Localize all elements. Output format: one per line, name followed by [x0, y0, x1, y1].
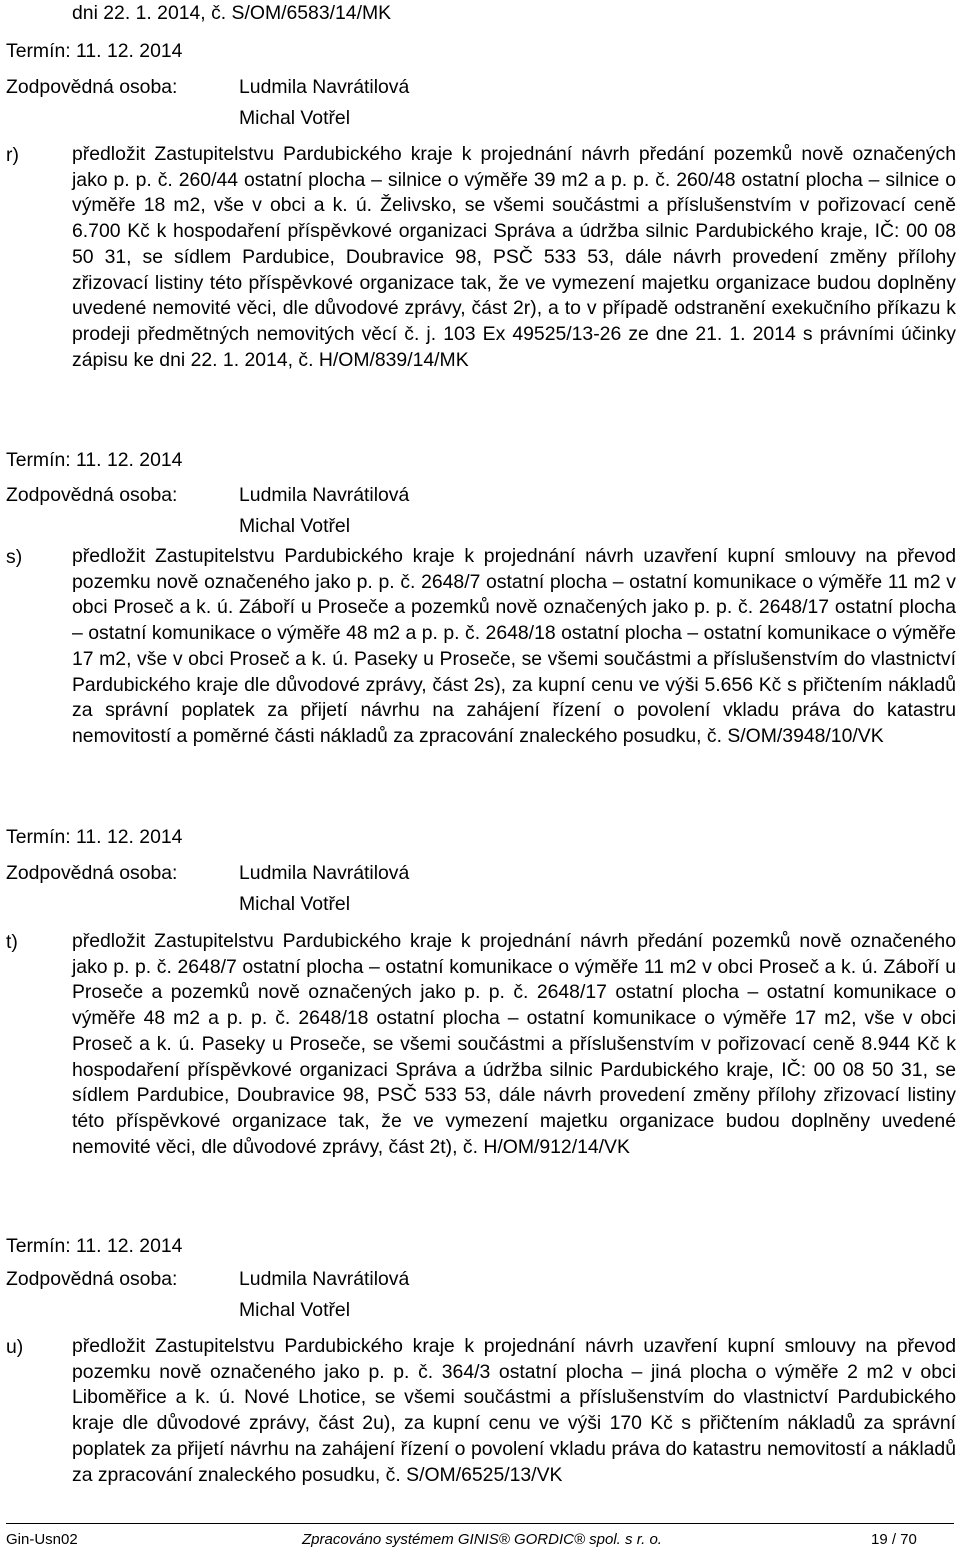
intro-continuation: dni 22. 1. 2014, č. S/OM/6583/14/MK	[72, 2, 392, 24]
responsible-person: Michal Votřel	[239, 893, 351, 915]
deadline-label: Termín:	[6, 1235, 71, 1257]
deadline-label: Termín:	[6, 40, 71, 62]
responsible-label: Zodpovědná osoba:	[6, 862, 178, 884]
footer-rule	[6, 1523, 954, 1524]
deadline-row	[6, 826, 182, 849]
deadline-row	[6, 40, 182, 63]
responsible-label: Zodpovědná osoba:	[6, 484, 178, 506]
deadline-value: 11. 12. 2014	[76, 40, 183, 62]
responsible-person: Michal Votřel	[239, 515, 351, 537]
responsible-person: Ludmila Navrátilová	[239, 76, 410, 98]
responsible-person: Ludmila Navrátilová	[239, 862, 410, 884]
footer-system-note: Zpracováno systémem GINIS® GORDIC® spol. s r. o.	[302, 1531, 662, 1548]
deadline-value: 11. 12. 2014	[76, 826, 183, 848]
responsible-person: Ludmila Navrátilová	[239, 1268, 410, 1290]
item-letter: s)	[6, 546, 23, 568]
item-letter: r)	[6, 144, 19, 166]
deadline-row	[6, 449, 182, 472]
deadline-row	[6, 1235, 182, 1258]
footer-page-number: 19 / 70	[871, 1531, 917, 1548]
page-footer	[6, 1523, 954, 1553]
responsible-label: Zodpovědná osoba:	[6, 1268, 178, 1290]
deadline-label: Termín:	[6, 449, 71, 471]
deadline-label: Termín:	[6, 826, 71, 848]
item-text-u: předložit Zastupitelstvu Pardubického kraje k projednání návrh uzavření kupní smlouvy na převod pozemku nově označeného jako p. p. č. 364/3 ostatní plocha – jiná plocha o výměře 2 m2 v obci Liboměřice a k. ú. Nové Lhotice, se všemi součástmi a příslušenstvím do vlastnictví Pardubického kraje dle důvodové zprávy, část 2u), za kupní cenu ve výši 170 Kč s přičtením nákladů za správní poplatek za přijetí návrhu na zahájení řízení o povolení vkladu práva do katastru nemovitostí a nákladů za zpracování znaleckého posudku, č. S/OM/6525/13/VK	[72, 1335, 956, 1486]
deadline-value: 11. 12. 2014	[76, 1235, 183, 1257]
responsible-person: Ludmila Navrátilová	[239, 484, 410, 506]
footer-doc-code: Gin-Usn02	[6, 1531, 78, 1548]
item-letter: u)	[6, 1336, 24, 1358]
item-text-s: předložit Zastupitelstvu Pardubického kraje k projednání návrh uzavření kupní smlouvy na převod pozemku nově označeného jako p. p. č. 2648/7 ostatní plocha – ostatní komunikace o výměře 11 m2 v obci Proseč a k. ú. Záboří u Proseče a pozemků nově označených jako p. p. č. 2648/17 ostatní plocha – ostatní komunikace o výměře 48 m2 a p. p. č. 2648/18 ostatní plocha – ostatní komunikace o výměře 17 m2, vše v obci Proseč a k. ú. Paseky u Proseče, se všemi součástmi a příslušenstvím do vlastnictví Pardubického kraje dle důvodové zprávy, část 2s), za kupní cenu ve výši 5.656 Kč s přičtením nákladů za správní poplatek za přijetí návrhu na zahájení řízení o povolení vkladu práva do katastru nemovitostí a poměrné části nákladů za zpracování znaleckého posudku, č. S/OM/3948/10/VK	[72, 545, 956, 747]
responsible-label: Zodpovědná osoba:	[6, 76, 178, 98]
responsible-person: Michal Votřel	[239, 1299, 351, 1321]
responsible-person: Michal Votřel	[239, 107, 351, 129]
item-text-t: předložit Zastupitelstvu Pardubického kraje k projednání návrh předání pozemků nově označeného jako p. p. č. 2648/7 ostatní plocha – ostatní komunikace o výměře 11 m2 v obci Proseč a k. ú. Záboří u Proseče a pozemků nově označených jako p. p. č. 2648/17 ostatní plocha – ostatní komunikace o výměře 48 m2 a p. p. č. 2648/18 ostatní plocha – ostatní komunikace o výměře 17 m2, vše v obci Proseč a k. ú. Paseky u Proseče, se všemi součástmi a příslušenstvím v pořizovací ceně 8.944 Kč k hospodaření příspěvkové organizaci Správa a údržba silnic Pardubického kraje, IČ: 00 08 50 31, se sídlem Pardubice, Doubravice 98, PSČ 533 53, dále návrh provedení změny přílohy zřizovací listiny této příspěvkové organizace tak, že ve vymezení majetku organizace budou doplněny uvedené nemovité věci, dle důvodové zprávy, část 2t), č. H/OM/912/14/VK	[72, 930, 956, 1158]
item-letter: t)	[6, 931, 18, 953]
deadline-value: 11. 12. 2014	[76, 449, 183, 471]
item-text-r: předložit Zastupitelstvu Pardubického kraje k projednání návrh předání pozemků nově označených jako p. p. č. 260/44 ostatní plocha – silnice o výměře 39 m2 a p. p. č. 260/48 ostatní plocha – silnice o výměře 18 m2, vše v obci a k. ú. Želivsko, se všemi součástmi a příslušenstvím v pořizovací ceně 6.700 Kč k hospodaření příspěvkové organizaci Správa a údržba silnic Pardubického kraje, IČ: 00 08 50 31, se sídlem Pardubice, Doubravice 98, PSČ 533 53, dále návrh provedení změny přílohy zřizovací listiny této příspěvkové organizace tak, že ve vymezení majetku organizace budou doplněny uvedené nemovité věci, dle důvodové zprávy, část 2r), a to v případě odstranění exekučního příkazu k prodeji předmětných nemovitých věcí č. j. 103 Ex 49525/13-26 ze dne 21. 1. 2014 s právními účinky zápisu ke dni 22. 1. 2014, č. H/OM/839/14/MK	[72, 143, 956, 371]
